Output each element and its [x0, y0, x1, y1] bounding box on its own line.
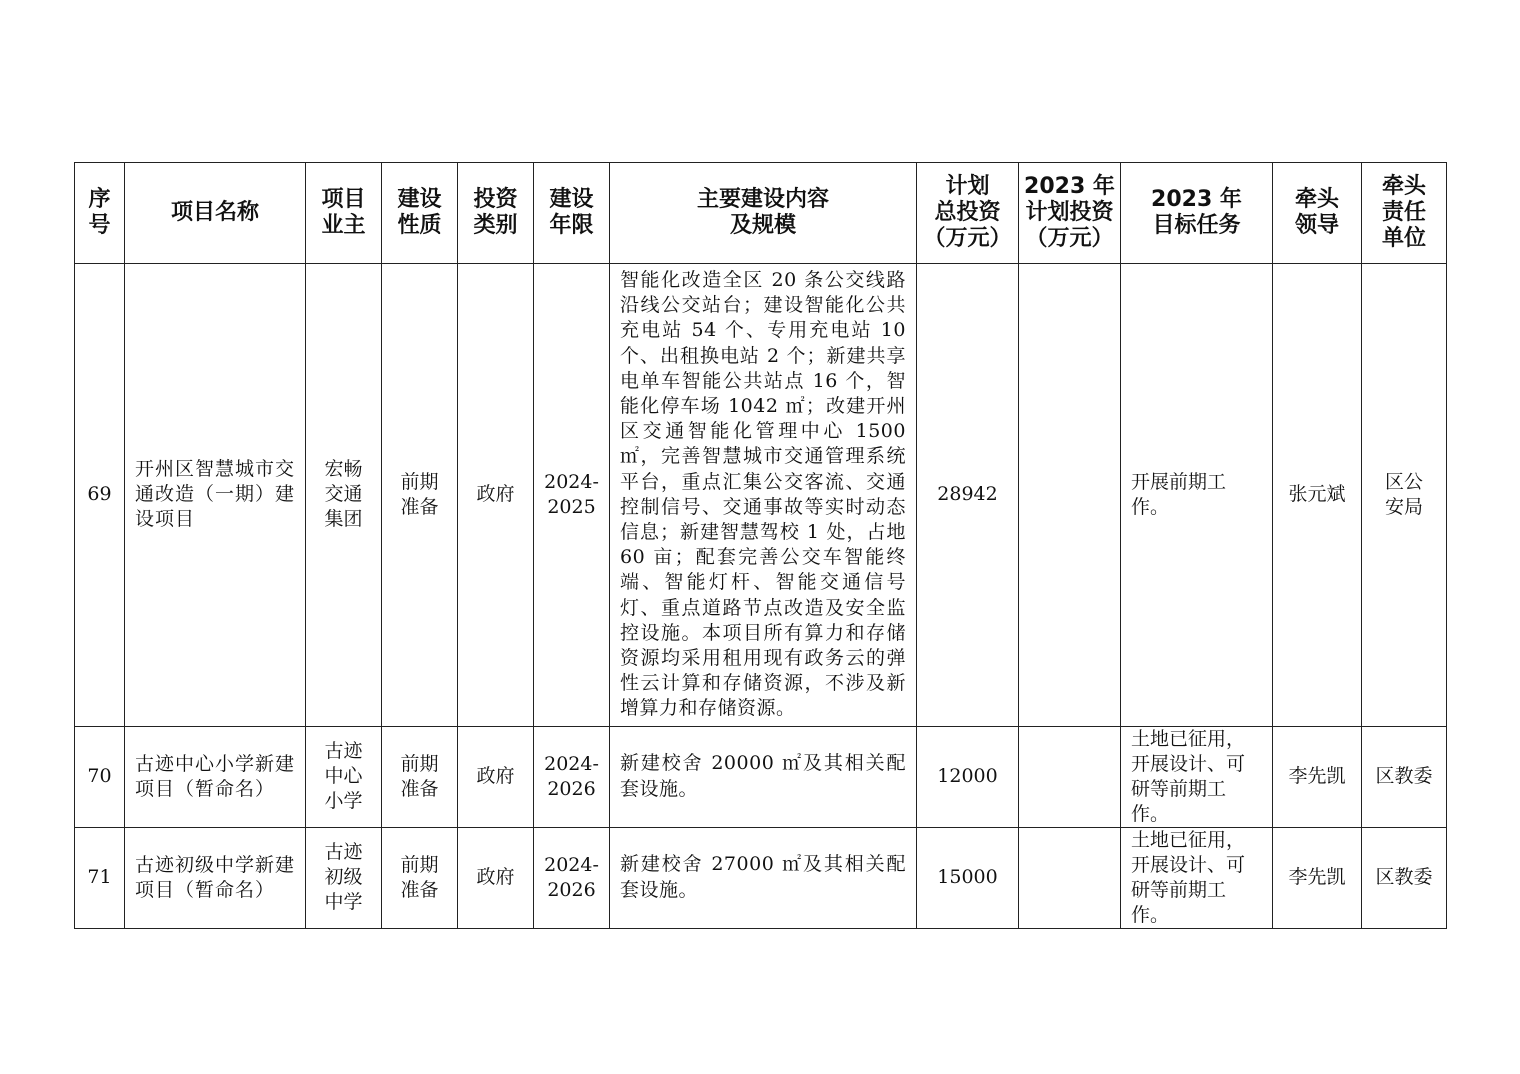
cell-invest-type: 政府: [458, 827, 534, 928]
cell-nature: 前期 准备: [382, 827, 458, 928]
cell-owner: 古迹 中心 小学: [306, 726, 382, 827]
cell-plan2023: [1019, 726, 1121, 827]
cell-content: 新建校舍 20000 ㎡及其相关配套设施。: [610, 726, 917, 827]
cell-unit: 区教委: [1362, 827, 1447, 928]
table-row: [75, 264, 1447, 727]
cell-seq: 71: [75, 827, 125, 928]
header-total: 计划 总投资 （万元）: [917, 163, 1019, 264]
cell-period: 2024- 2026: [534, 827, 610, 928]
cell-total: 28942: [917, 264, 1019, 727]
cell-owner: 古迹 初级 中学: [306, 827, 382, 928]
project-table: [74, 162, 1447, 929]
header-nature: 建设 性质: [382, 163, 458, 264]
cell-unit: 区公 安局: [1362, 264, 1447, 727]
cell-unit: 区教委: [1362, 726, 1447, 827]
cell-target2023: 土地已征用，开展设计、可研等前期工作。: [1121, 726, 1273, 827]
table-row: [75, 827, 1447, 928]
cell-plan2023: [1019, 264, 1121, 727]
header-owner: 项目 业主: [306, 163, 382, 264]
cell-name: 古迹中心小学新建项目（暂命名）: [125, 726, 306, 827]
cell-nature: 前期 准备: [382, 264, 458, 727]
cell-content: 智能化改造全区 20 条公交线路沿线公交站台；建设智能化公共充电站 54 个、专用充电站 10 个、出租换电站 2 个；新建共享电单车智能公共站点 16 个，智能化停车场 1042 ㎡；改建开州区交通智能化管理中心 1500 ㎡，完善智慧城市交通管理系统平台，重点汇集公交客流、交通控制信号、交通事故等实时动态信息；新建智慧驾校 1 处，占地 60 亩；配套完善公交车智能终端、智能灯杆、智能交通信号灯、重点道路节点改造及安全监控设施。本项目所有算力和存储资源均采用租用现有政务云的弹性云计算和存储资源，不涉及新增算力和存储资源。: [610, 264, 917, 727]
header-plan2023: 2023 年 计划投资 （万元）: [1019, 163, 1121, 264]
cell-seq: 70: [75, 726, 125, 827]
header-period: 建设 年限: [534, 163, 610, 264]
cell-seq: 69: [75, 264, 125, 727]
header-target2023: 2023 年 目标任务: [1121, 163, 1273, 264]
header-row: [75, 163, 1447, 264]
cell-invest-type: 政府: [458, 264, 534, 727]
cell-plan2023: [1019, 827, 1121, 928]
cell-period: 2024- 2026: [534, 726, 610, 827]
cell-owner: 宏畅 交通 集团: [306, 264, 382, 727]
cell-name: 古迹初级中学新建项目（暂命名）: [125, 827, 306, 928]
cell-content: 新建校舍 27000 ㎡及其相关配套设施。: [610, 827, 917, 928]
cell-total: 12000: [917, 726, 1019, 827]
header-content: 主要建设内容 及规模: [610, 163, 917, 264]
cell-leader: 张元斌: [1273, 264, 1362, 727]
cell-name: 开州区智慧城市交通改造（一期）建设项目: [125, 264, 306, 727]
table-row: [75, 726, 1447, 827]
cell-invest-type: 政府: [458, 726, 534, 827]
cell-target2023: 土地已征用，开展设计、可研等前期工作。: [1121, 827, 1273, 928]
header-unit: 牵头 责任 单位: [1362, 163, 1447, 264]
cell-leader: 李先凯: [1273, 827, 1362, 928]
cell-leader: 李先凯: [1273, 726, 1362, 827]
cell-total: 15000: [917, 827, 1019, 928]
cell-target2023: 开展前期工作。: [1121, 264, 1273, 727]
cell-nature: 前期 准备: [382, 726, 458, 827]
cell-period: 2024- 2025: [534, 264, 610, 727]
header-leader: 牵头 领导: [1273, 163, 1362, 264]
header-seq: 序 号: [75, 163, 125, 264]
header-invest-type: 投资 类别: [458, 163, 534, 264]
header-name: 项目名称: [125, 163, 306, 264]
project-table-page: [74, 162, 1446, 929]
